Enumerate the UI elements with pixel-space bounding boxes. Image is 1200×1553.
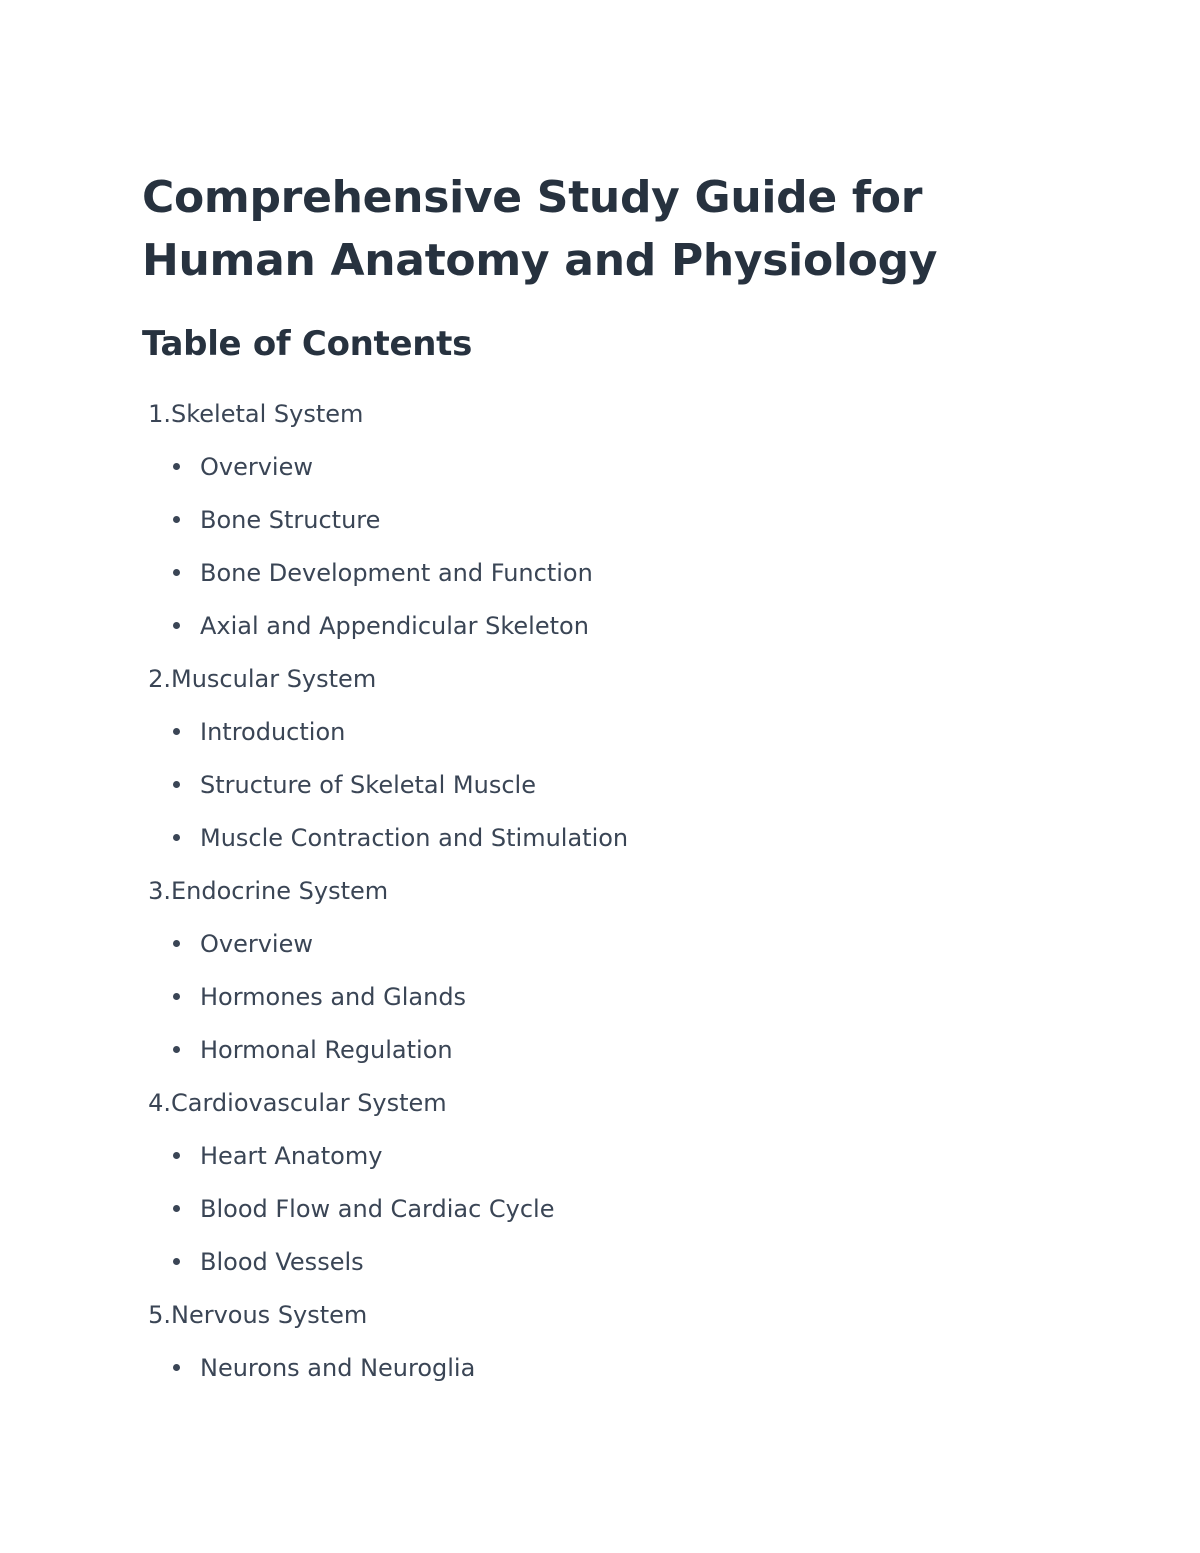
toc-subsection-item — [142, 1023, 1102, 1076]
section-number: 4. — [148, 1088, 171, 1117]
toc-subsection-item — [142, 599, 1102, 652]
document-page — [142, 166, 1102, 1394]
toc-subsection-list — [142, 440, 1102, 652]
toc-subsection-list — [142, 1129, 1102, 1288]
bullet-icon — [173, 1152, 180, 1159]
subsection-label: Overview — [200, 452, 313, 481]
section-label: Nervous System — [171, 1300, 368, 1329]
subsection-label: Structure of Skeletal Muscle — [200, 770, 536, 799]
subsection-label: Blood Flow and Cardiac Cycle — [200, 1194, 555, 1223]
toc-subsection-item — [142, 1129, 1102, 1182]
toc-subsection-item — [142, 811, 1102, 864]
section-number: 5. — [148, 1300, 171, 1329]
toc-subsection-item — [142, 546, 1102, 599]
toc-subsection-item — [142, 705, 1102, 758]
subsection-label: Overview — [200, 929, 313, 958]
section-number: 1. — [148, 399, 171, 428]
bullet-icon — [173, 622, 180, 629]
toc-subsection-item — [142, 970, 1102, 1023]
toc-section-line — [142, 864, 1102, 917]
document-title: Comprehensive Study Guide for Human Anatomy and Physiology — [142, 172, 938, 286]
subsection-label: Hormones and Glands — [200, 982, 467, 1011]
toc-section-muscular-system — [142, 652, 1102, 864]
bullet-icon — [173, 1046, 180, 1053]
bullet-icon — [173, 516, 180, 523]
bullet-icon — [173, 569, 180, 576]
toc-subsection-item — [142, 1341, 1102, 1394]
toc-subsection-item — [142, 758, 1102, 811]
bullet-icon — [173, 1258, 180, 1265]
subsection-label: Axial and Appendicular Skeleton — [200, 611, 589, 640]
section-label: Skeletal System — [171, 399, 364, 428]
subsection-label: Bone Development and Function — [200, 558, 593, 587]
subsection-label: Muscle Contraction and Stimulation — [200, 823, 629, 852]
toc-section-line — [142, 387, 1102, 440]
bullet-icon — [173, 728, 180, 735]
bullet-icon — [173, 463, 180, 470]
toc-subsection-list — [142, 917, 1102, 1076]
bullet-icon — [173, 781, 180, 788]
subsection-label: Hormonal Regulation — [200, 1035, 453, 1064]
toc-heading: Table of Contents — [142, 324, 473, 364]
toc-subsection-list — [142, 1341, 1102, 1394]
subsection-label: Neurons and Neuroglia — [200, 1353, 476, 1382]
bullet-icon — [173, 993, 180, 1000]
toc-section-endocrine-system — [142, 864, 1102, 1076]
toc-section-line — [142, 1076, 1102, 1129]
subsection-label: Introduction — [200, 717, 346, 746]
subsection-label: Blood Vessels — [200, 1247, 364, 1276]
bullet-icon — [173, 940, 180, 947]
section-number: 3. — [148, 876, 171, 905]
toc-section-line — [142, 652, 1102, 705]
toc-section-line — [142, 1288, 1102, 1341]
bullet-icon — [173, 834, 180, 841]
toc-subsection-item — [142, 917, 1102, 970]
toc-subsection-item — [142, 493, 1102, 546]
toc-section-cardiovascular-system — [142, 1076, 1102, 1288]
section-label: Endocrine System — [171, 876, 389, 905]
toc-section-skeletal-system — [142, 387, 1102, 652]
section-label: Cardiovascular System — [171, 1088, 447, 1117]
section-number: 2. — [148, 664, 171, 693]
subsection-label: Bone Structure — [200, 505, 381, 534]
bullet-icon — [173, 1364, 180, 1371]
toc-subsection-item — [142, 440, 1102, 493]
toc-section-nervous-system — [142, 1288, 1102, 1394]
toc-subsection-item — [142, 1182, 1102, 1235]
table-of-contents — [142, 387, 1102, 1394]
toc-subsection-item — [142, 1235, 1102, 1288]
toc-subsection-list — [142, 705, 1102, 864]
bullet-icon — [173, 1205, 180, 1212]
subsection-label: Heart Anatomy — [200, 1141, 383, 1170]
section-label: Muscular System — [171, 664, 377, 693]
